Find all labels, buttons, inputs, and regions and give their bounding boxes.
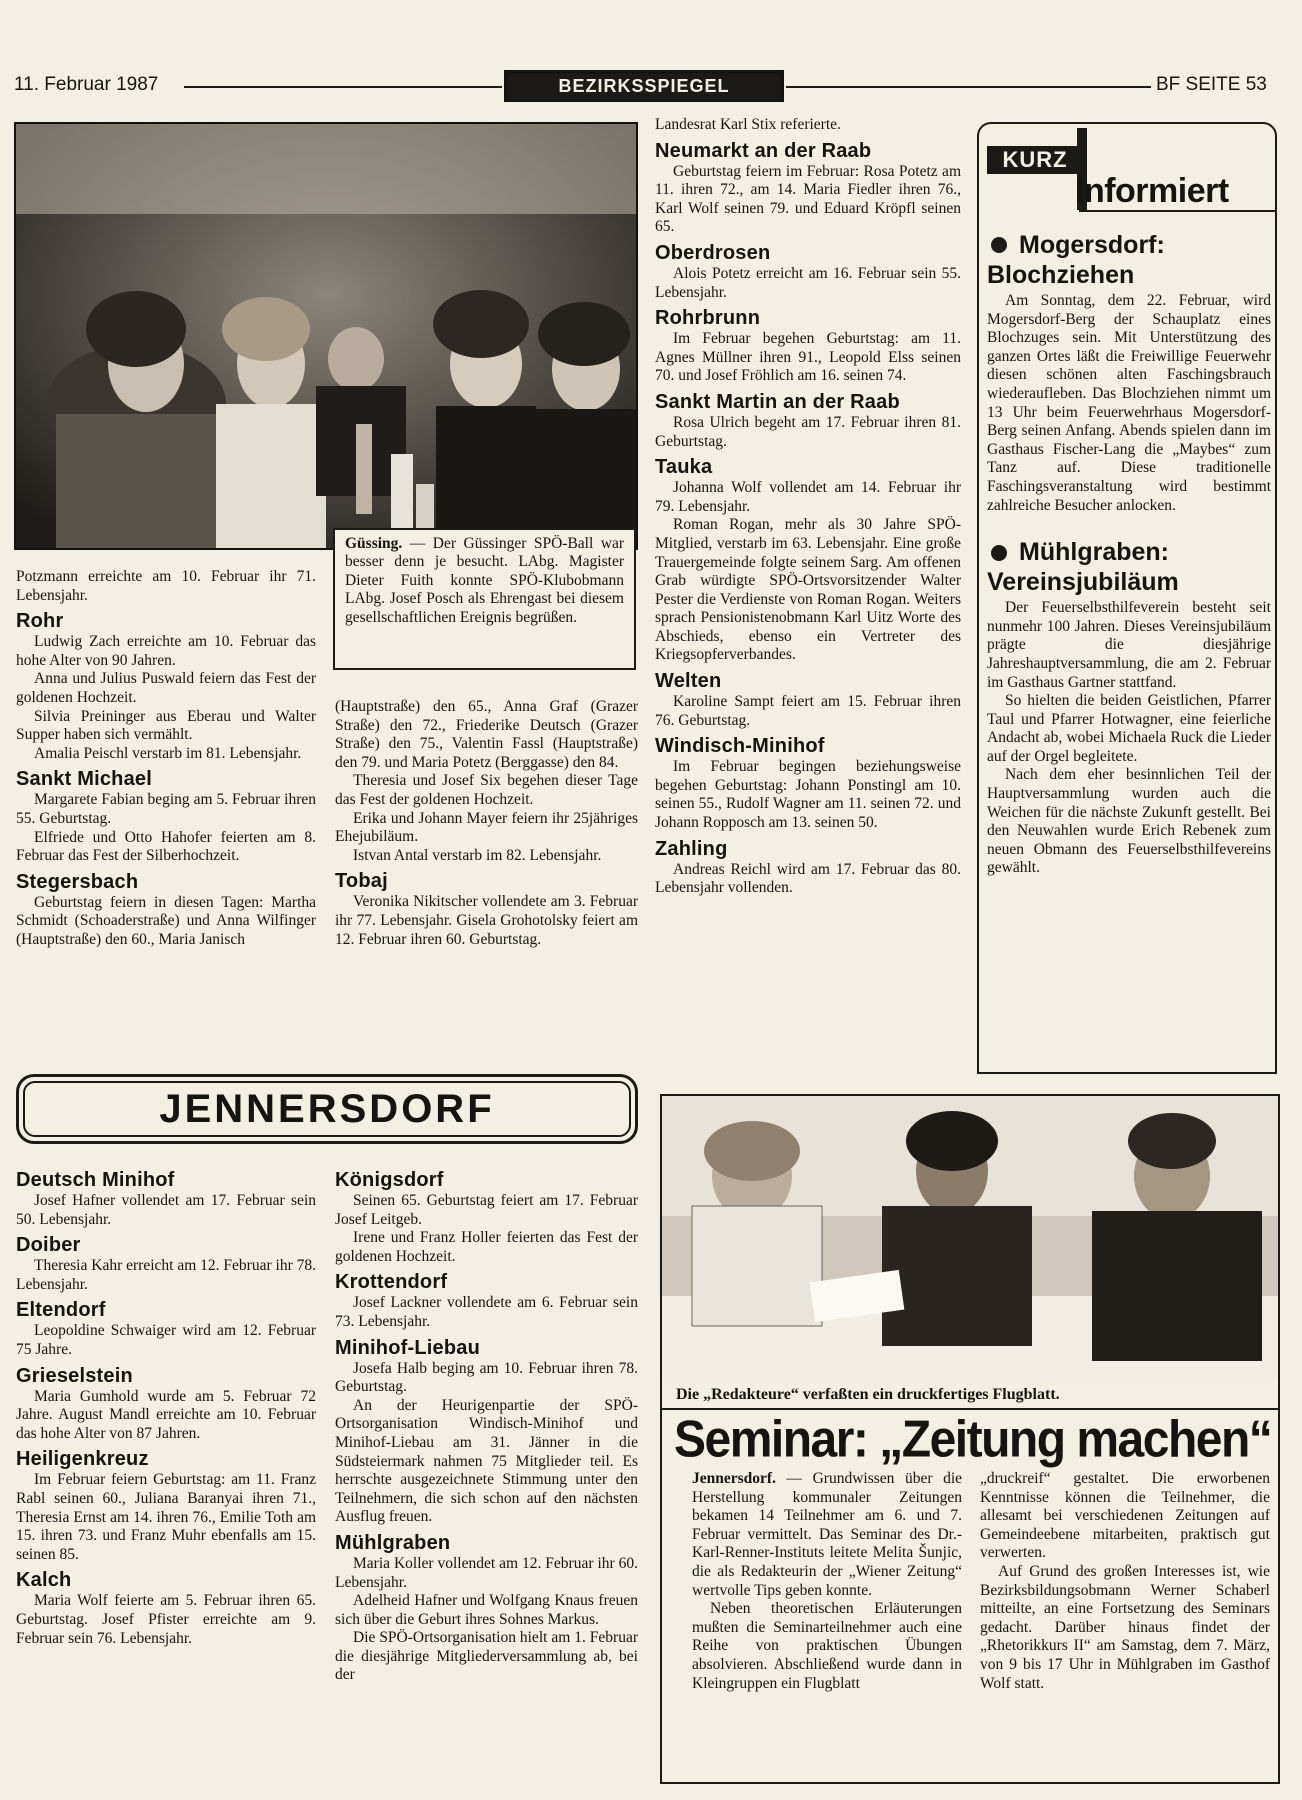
col3-tauka-p2: Roman Rogan, mehr als 30 Jahre SPÖ-Mitglied, verstarb im 63. Lebensjahr. Eine große Trauergemeinde folgte seinem Sarg. Am offenen Grab würdigte SPÖ-Ortsvorsitzender Walter Pester die Verdienste von Roman Rogan. Weiters sprach Pensionistenobmann Karl Uitz Worte des Abschieds, ebenso ein Vertreter des Kriegsopferverbandes. xyxy=(655,516,961,664)
kurz-muehl-p1: Der Feuerselbsthilfeverein besteht seit nunmehr 100 Jahren. Dieses Vereinsjubiläum prägte die diesjährige Jahreshauptversammlung, die am 2. Februar im Gasthaus Gartner stattfand. xyxy=(987,599,1271,691)
masthead-page: BF SEITE 53 xyxy=(1156,74,1267,95)
kurz-muehl-p3: Nach dem eher besinnlichen Teil der Hauptversammlung wurden auch die Weichen für die nächste Zukunft gestellt. Bei den Neuwahlen wurde Erich Rebenek zum neuen Obmann des Feuerselbsthilfevereins gewählt. xyxy=(987,766,1271,877)
column-2-upper xyxy=(335,698,638,1052)
kurz-underline xyxy=(1079,210,1275,212)
col1-st-p1: Geburtstag feiern in diesen Tagen: Martha Schmidt (Schoaderstraße) und Anna Wilfinger (Hauptstraße) den 60., Maria Janisch xyxy=(16,893,316,948)
kurz-muehl-p2: So hielten die beiden Geistlichen, Pfarrer Taul und Pfarrer Hotwagner, eine feierliche Andacht ab, wobei Michaela Ruck die Lieder auf der Orgel begleitete. xyxy=(987,692,1271,765)
seminar-col1-p1-text: — Grundwissen über die Herstellung kommunaler Zeitungen bekamen 14 Teilnehmer am 6. und 7. Februar vermittelt. Das Seminar des Dr.-Karl-Renner-Instituts leitete Melita Šunjic, die als Redakteurin der „Wiener Zeitung“ wertvolle Tips geben konnte. xyxy=(692,1470,962,1599)
col3-tauka-p1: Johanna Wolf vollendet am 14. Februar ihr 79. Lebensjahr. xyxy=(655,479,961,515)
jd-koenigsdorf-p2: Irene und Franz Holler feierten das Fest der goldenen Hochzeit. xyxy=(335,1229,638,1265)
masthead-rule-right xyxy=(786,86,1151,88)
col3-head-tauka: Tauka xyxy=(655,456,713,479)
col3-neumarkt-p1: Geburtstag feiern im Februar: Rosa Potetz am 11. ihren 72., am 14. Maria Fiedler ihren 76., Karl Wolf seinen 79. und Eduard Kröpfl seinen 65. xyxy=(655,162,961,236)
seminar-col2-p2: Auf Grund des großen Interesses ist, wie Bezirksbildungsobmann Werner Schaberl mitteilte, an eine Fortsetzung des Seminars gedacht. Darüber hinaus findet der „Rhetorikkurs II“ am Samstag, dem 7. März, von 9 bis 17 Uhr in Mühlgraben im Gasthof Wolf statt. xyxy=(980,1562,1270,1692)
kurz-title: Informiert xyxy=(1075,172,1229,210)
col1-sm-p2: Elfriede und Otto Hahofer feierten am 8. Februar das Fest der Silberhochzeit. xyxy=(16,828,316,865)
col2-p1: Theresia und Josef Six begehen dieser Tage das Fest der goldenen Hochzeit. xyxy=(335,772,638,808)
kurz-mogersdorf-p1: Am Sonntag, dem 22. Februar, wird Mogersdorf-Berg der Schauplatz eines Blochzuges sein. Mit Unterstützung des ganzen Ortes läßt die Freiwillige Feuerwehr diesen schönen alten Faschingsbrauch wiederaufleben. Das Blochziehen nimmt um 13 Uhr beim Feuerwehrhaus Mogersdorf-Berg seinen Anfang. Abends spielen dann im Gasthaus Fischer-Lang die „Maybes“ zum Tanz auf. Diese traditionelle Faschingsveranstaltung wird bestimmt zahlreiche Besucher anlocken. xyxy=(987,292,1271,514)
col3-rohrbrunn-p1: Im Februar begehen Geburtstag: am 11. Agnes Müllner ihren 91., Leopold Elss seinen 70. und Josef Fröhlich am 16. seinen 74. xyxy=(655,330,961,385)
col2-intro: (Hauptstraße) den 65., Anna Graf (Grazer Straße) den 72., Friederike Deutsch (Grazer Straße) den 75., Valentin Fassl (Hauptstraße) den 79. und Maria Potetz (Berggasse) den 84. xyxy=(335,698,638,771)
masthead-rule-left xyxy=(184,86,502,88)
col1-rohr-p1: Ludwig Zach erreichte am 10. Februar das hohe Alter von 90 Jahren. xyxy=(16,633,316,669)
col3-head-windisch-minihof: Windisch-Minihof xyxy=(655,735,825,758)
kurz-head-muehlgraben xyxy=(987,537,1271,597)
jd-deutsch-minihof-p1: Josef Hafner vollendet am 17. Februar sein 50. Lebensjahr. xyxy=(16,1192,316,1228)
col3-head-rohrbrunn: Rohrbrunn xyxy=(655,307,761,330)
col1-intro: Potzmann erreichte am 10. Februar ihr 71. Lebensjahr. xyxy=(16,568,316,604)
jennersdorf-right-column xyxy=(335,1164,638,1780)
col3-intro: Landesrat Karl Stix referierte. xyxy=(655,116,841,133)
jd-koenigsdorf-p1: Seinen 65. Geburtstag feiert am 17. Februar Josef Leitgeb. xyxy=(335,1192,638,1228)
kurz-head-mogersdorf-text: Mogersdorf: Blochziehen xyxy=(987,231,1165,289)
col3-head-welten: Welten xyxy=(655,670,722,693)
jd-muehlgraben-p1: Maria Koller vollendet am 12. Februar ihr 60. Lebensjahr. xyxy=(335,1554,638,1591)
col3-head-zahling: Zahling xyxy=(655,837,728,860)
bullet-icon xyxy=(991,545,1007,561)
jd-doiber-p1: Theresia Kahr erreicht am 12. Februar ihr 78. Lebensjahr. xyxy=(16,1257,316,1293)
jd-head-grieselstein: Grieselstein xyxy=(16,1364,133,1387)
gussing-caption-text xyxy=(345,535,624,627)
jd-minihof-p1: Josefa Halb beging am 10. Februar ihren 78. Geburtstag. xyxy=(335,1359,638,1396)
masthead-date: 11. Februar 1987 xyxy=(14,74,159,95)
jd-head-muehlgraben: Mühlgraben xyxy=(335,1531,451,1554)
col1-rohr-p2: Anna und Julius Puswald feiern das Fest der goldenen Hochzeit. xyxy=(16,670,316,706)
bullet-icon xyxy=(991,237,1007,253)
jd-head-heiligenkreuz: Heiligenkreuz xyxy=(16,1448,149,1471)
column-3 xyxy=(655,116,961,1076)
jd-head-krottendorf: Krottendorf xyxy=(335,1271,448,1294)
col1-head-sankt-michael: Sankt Michael xyxy=(16,768,152,791)
column-1-upper xyxy=(16,568,316,1052)
kurz-head-mogersdorf xyxy=(987,230,1271,290)
col1-head-stegersbach: Stegersbach xyxy=(16,870,139,893)
col3-sanktmartin-p1: Rosa Ulrich begeht am 17. Februar ihren 81. Geburtstag. xyxy=(655,413,961,450)
jennersdorf-left-column xyxy=(16,1164,316,1780)
ball-photo-image xyxy=(16,124,638,550)
masthead-section: BEZIRKSSPIEGEL xyxy=(504,70,784,102)
gussing-caption-box xyxy=(333,528,636,670)
seminar-column-1 xyxy=(692,1470,962,1770)
col3-head-sankt-martin: Sankt Martin an der Raab xyxy=(655,390,900,413)
col1-head-rohr: Rohr xyxy=(16,610,64,633)
col3-windisch-p1: Im Februar begingen beziehungsweise begehen Geburtstag: Johann Ponstingl am 10. seinen 55., Rudolf Wagner am 11. seinen 72. und Johann Ropposch am 13. seinen 50. xyxy=(655,758,961,832)
seminar-caption: Die „Redakteure“ verfaßten ein druckfertiges Flugblatt. xyxy=(676,1386,1060,1403)
jennersdorf-banner-text: JENNERSDORF xyxy=(23,1081,631,1137)
jd-kalch-p1: Maria Wolf feierte am 5. Februar ihren 65. Geburtstag. Josef Pfister erreichte am 9. Februar sein 76. Lebensjahr. xyxy=(16,1592,316,1647)
seminar-column-2 xyxy=(980,1470,1270,1770)
jd-muehlgraben-p3: Die SPÖ-Ortsorganisation hielt am 1. Februar die diesjährige Mitgliederversammlung ab, bei der xyxy=(335,1629,638,1684)
jd-head-eltendorf: Eltendorf xyxy=(16,1299,106,1322)
jd-head-doiber: Doiber xyxy=(16,1234,81,1257)
kurz-content xyxy=(987,230,1271,1070)
col3-zahling-p1: Andreas Reichl wird am 17. Februar das 80. Lebensjahr vollenden. xyxy=(655,860,961,897)
kurz-badge: KURZ xyxy=(987,146,1083,174)
jd-muehlgraben-p2: Adelheid Hafner und Wolfgang Knaus freuen sich über die Geburt ihres Sohnes Markus. xyxy=(335,1592,638,1628)
jd-grieselstein-p1: Maria Gumhold wurde am 5. Februar 72 Jahre. August Mandl erreichte am 10. Februar das hohe Alter von 87 Jahren. xyxy=(16,1387,316,1442)
jd-heiligenkreuz-p1: Im Februar feiern Geburtstag: am 11. Franz Rabl seinen 60., Juliana Baranyai ihren 71., Theresia Ernst am 14. ihren 76., Emilie Toth am 15. ihren 73. und Franz Muhr ebenfalls am 15. seinen 85. xyxy=(16,1471,316,1563)
seminar-lead: Jennersdorf. xyxy=(692,1470,776,1487)
col1-rohr-p4: Amalia Peischl verstarb im 81. Lebensjahr. xyxy=(34,744,302,762)
col3-head-oberdrosen: Oberdrosen xyxy=(655,241,771,264)
jd-krottendorf-p1: Josef Lackner vollendete am 6. Februar sein 73. Lebensjahr. xyxy=(335,1294,638,1330)
jd-head-kalch: Kalch xyxy=(16,1569,72,1592)
seminar-col1-p2: Neben theoretischen Erläuterungen mußten die Seminarteilnehmer auch eine Reihe von praktischen Übungen absolvieren. Abschließend wurde dann in Kleingruppen ein Flugblatt xyxy=(692,1600,962,1692)
jennersdorf-banner xyxy=(16,1074,638,1144)
ball-photo xyxy=(14,122,638,550)
col3-head-neumarkt: Neumarkt an der Raab xyxy=(655,139,872,162)
col2-tobaj-p1: Veronika Nikitscher vollendete am 3. Februar ihr 77. Lebensjahr. Gisela Grohotolsky feiert am 12. Februar ihren 60. Geburtstag. xyxy=(335,893,638,948)
jd-head-minihof-liebau: Minihof-Liebau xyxy=(335,1336,480,1359)
jd-eltendorf-p1: Leopoldine Schwaiger wird am 12. Februar 75 Jahre. xyxy=(16,1322,316,1358)
jd-head-koenigsdorf: Königsdorf xyxy=(335,1169,444,1191)
gussing-caption-body: — Der Güssinger SPÖ-Ball war besser denn je besucht. LAbg. Magister Dieter Fuith konnte SPÖ-Klubobmann LAbg. Josef Posch als Ehrengast bei diesem gesellschaftlichen Ereignis begrüßen. xyxy=(345,535,624,626)
seminar-col1-p1 xyxy=(692,1470,962,1600)
seminar-headline: Seminar: „Zeitung machen“ xyxy=(674,1411,1272,1469)
col2-p2: Erika und Johann Mayer feiern ihr 25jähriges Ehejubiläum. xyxy=(335,809,638,846)
col2-head-tobaj: Tobaj xyxy=(335,870,388,893)
seminar-photo xyxy=(662,1096,1278,1380)
kurz-head-muehlgraben-text: Mühlgraben: Vereinsjubiläum xyxy=(987,538,1179,597)
col1-sm-p1: Margarete Fabian beging am 5. Februar ihren 55. Geburtstag. xyxy=(16,791,316,827)
jd-minihof-p2: An der Heurigenpartie der SPÖ-Ortsorganisation Windisch-Minihof und Minihof-Liebau am 31. Jänner in die Südsteiermark nahmen 75 Mitglieder teil. Es herrschte ausgezeichnete Stimmung unter den Teilnehmern, die sich schon auf den nächsten Ausflug freuen. xyxy=(335,1396,638,1526)
kurz-informiert-box xyxy=(977,122,1277,1074)
jd-head-deutsch-minihof: Deutsch Minihof xyxy=(16,1169,175,1191)
seminar-photo-image xyxy=(662,1096,1278,1380)
col2-p3: Istvan Antal verstarb im 82. Lebensjahr. xyxy=(353,846,602,864)
col1-rohr-p3: Silvia Preininger aus Eberau und Walter Supper haben sich vermählt. xyxy=(16,707,316,744)
col3-welten-p1: Karoline Sampt feiert am 15. Februar ihren 76. Geburtstag. xyxy=(655,693,961,729)
col3-oberdrosen-p1: Alois Potetz erreicht am 16. Februar sein 55. Lebensjahr. xyxy=(655,264,961,301)
gussing-caption-lead: Güssing. xyxy=(345,535,403,552)
seminar-col2-p1: „druckreif“ gestaltet. Die erworbenen Kenntnisse können die Teilnehmer, die allesamt bei verschiedenen Zeitungen auf Gemeindeebene mitarbeiten, praktisch gut verwerten. xyxy=(980,1470,1270,1562)
